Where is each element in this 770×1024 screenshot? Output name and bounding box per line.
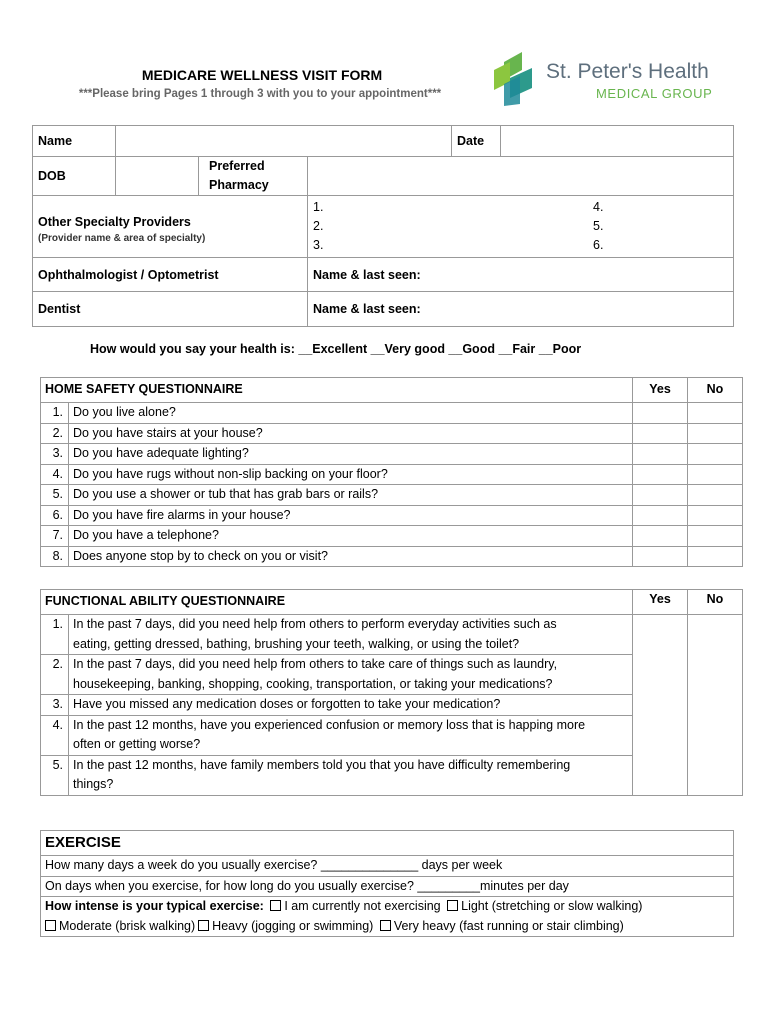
- functional-ability-table: [40, 589, 743, 796]
- table-row: [41, 423, 743, 444]
- no-answer-cell[interactable]: [688, 423, 743, 444]
- specialty-slot: 1.: [313, 200, 324, 214]
- exercise-days-question[interactable]: How many days a week do you usually exercise? ______________ days per week: [41, 855, 733, 876]
- exercise-intensity-row: [41, 896, 733, 936]
- specialty-label-cell: [33, 196, 308, 258]
- question-text: [69, 655, 633, 695]
- specialty-label: Other Specialty Providers: [38, 215, 191, 229]
- date-field[interactable]: [501, 126, 734, 157]
- no-answer-cell[interactable]: [688, 403, 743, 424]
- home-safety-table: [40, 377, 743, 567]
- question-number: 4.: [41, 464, 69, 485]
- table-row: [41, 526, 743, 547]
- option-moderate: Moderate (brisk walking): [59, 918, 196, 933]
- question-text: Do you have adequate lighting?: [69, 444, 633, 465]
- no-answer-cell[interactable]: [688, 444, 743, 465]
- checkbox-very-heavy[interactable]: [380, 920, 391, 931]
- option-none: I am currently not exercising: [284, 899, 441, 913]
- table-row: [41, 546, 743, 567]
- table-row: [41, 485, 743, 506]
- question-line: things?: [73, 777, 114, 791]
- yes-answer-cell[interactable]: [633, 444, 688, 465]
- checkbox-heavy[interactable]: [198, 920, 209, 931]
- no-answer-cell[interactable]: [688, 526, 743, 547]
- table-row: [41, 444, 743, 465]
- question-text: Do you live alone?: [69, 403, 633, 424]
- question-text: Do you use a shower or tub that has grab bars or rails?: [69, 485, 633, 506]
- question-line: Have you missed any medication doses or forgotten to take your medication?: [73, 697, 501, 711]
- specialty-slot: 2.: [313, 219, 324, 233]
- pharmacy-label: [199, 157, 308, 196]
- form-subtitle: ***Please bring Pages 1 through 3 with you to your appointment***: [78, 88, 442, 100]
- question-text: Do you have stairs at your house?: [69, 423, 633, 444]
- question-text: Do you have fire alarms in your house?: [69, 505, 633, 526]
- question-line: In the past 12 months, have you experienced confusion or memory loss that is happing more: [73, 717, 586, 732]
- exercise-title: EXERCISE: [45, 834, 121, 851]
- dentist-label: Dentist: [33, 292, 308, 327]
- logo: [490, 48, 730, 110]
- exercise-duration-question[interactable]: On days when you exercise, for how long do you usually exercise? _________minutes per day: [41, 876, 733, 897]
- logo-group: MEDICAL GROUP: [596, 86, 713, 101]
- question-line: In the past 7 days, did you need help from others to take care of things such as laundry,: [73, 657, 558, 671]
- yes-answer-cell[interactable]: [633, 526, 688, 547]
- yes-answer-cell[interactable]: [633, 403, 688, 424]
- health-rating-question[interactable]: How would you say your health is: __Excellent __Very good __Good __Fair __Poor: [90, 342, 582, 356]
- question-number: 5.: [41, 755, 69, 795]
- specialty-slots-right: [593, 198, 603, 255]
- no-answer-cell[interactable]: [688, 546, 743, 567]
- pharmacy-label-line1: Preferred: [209, 159, 265, 173]
- no-answer-cell[interactable]: [688, 464, 743, 485]
- dob-label: DOB: [33, 157, 116, 196]
- specialty-slot: 4.: [593, 200, 604, 214]
- dentist-field[interactable]: Name & last seen:: [308, 292, 734, 327]
- question-line: In the past 7 days, did you need help from others to perform everyday activities such as: [73, 617, 557, 631]
- option-very-heavy: Very heavy (fast running or stair climbing): [393, 918, 624, 933]
- question-text: Do you have rugs without non-slip backing on your floor?: [69, 464, 633, 485]
- question-text: Do you have a telephone?: [69, 526, 633, 547]
- home-safety-no-header: No: [688, 378, 743, 403]
- yes-answer-cell[interactable]: [633, 505, 688, 526]
- table-row: [41, 464, 743, 485]
- question-number: 6.: [41, 505, 69, 526]
- question-line: often or getting worse?: [73, 737, 201, 751]
- checkbox-none[interactable]: [270, 900, 281, 911]
- yes-answer-cell[interactable]: [633, 423, 688, 444]
- question-number: 4.: [41, 715, 69, 755]
- question-number: 5.: [41, 485, 69, 506]
- question-number: 1.: [41, 615, 69, 655]
- question-number: 3.: [41, 695, 69, 716]
- question-number: 2.: [41, 423, 69, 444]
- question-text: Does anyone stop by to check on you or visit?: [69, 546, 633, 567]
- patient-info-table: [32, 125, 734, 327]
- name-label: Name: [33, 126, 116, 157]
- specialty-slot: 6.: [593, 238, 604, 252]
- question-line: In the past 12 months, have family members told you that you have difficulty remembering: [73, 757, 571, 772]
- checkbox-light[interactable]: [447, 900, 458, 911]
- no-answer-column[interactable]: [688, 615, 743, 796]
- table-row: [41, 615, 743, 655]
- yes-answer-cell[interactable]: [633, 464, 688, 485]
- specialty-note: (Provider name & area of specialty): [38, 233, 206, 244]
- specialty-slot: 3.: [313, 238, 324, 252]
- logo-mark-icon: [490, 48, 540, 108]
- functional-title: FUNCTIONAL ABILITY QUESTIONNAIRE: [41, 590, 633, 615]
- exercise-intensity-label: How intense is your typical exercise:: [45, 899, 264, 913]
- yes-answer-column[interactable]: [633, 615, 688, 796]
- yes-answer-cell[interactable]: [633, 485, 688, 506]
- option-heavy: Heavy (jogging or swimming): [212, 918, 374, 933]
- specialty-field[interactable]: [308, 196, 734, 258]
- table-row: [41, 403, 743, 424]
- functional-no-header: No: [688, 590, 743, 615]
- question-number: 7.: [41, 526, 69, 547]
- home-safety-yes-header: Yes: [633, 378, 688, 403]
- specialty-slot: 5.: [593, 219, 604, 233]
- question-line: eating, getting dressed, bathing, brushing your teeth, walking, or using the toilet?: [73, 636, 520, 651]
- home-safety-title: HOME SAFETY QUESTIONNAIRE: [41, 378, 633, 403]
- pharmacy-field[interactable]: [308, 157, 734, 196]
- checkbox-moderate[interactable]: [45, 920, 56, 931]
- date-label: Date: [452, 126, 501, 157]
- question-number: 8.: [41, 546, 69, 567]
- question-text: [69, 695, 633, 716]
- specialty-slots-left: [313, 198, 593, 255]
- ophthalmologist-label: Ophthalmologist / Optometrist: [33, 258, 308, 292]
- logo-name: St. Peter's Health: [546, 60, 709, 83]
- no-answer-cell[interactable]: [688, 485, 743, 506]
- pharmacy-label-line2: Pharmacy: [209, 178, 269, 192]
- question-number: 3.: [41, 444, 69, 465]
- question-text: [69, 715, 633, 755]
- exercise-section: [40, 830, 734, 937]
- table-row: [41, 505, 743, 526]
- question-text: [69, 615, 633, 655]
- option-light: Light (stretching or slow walking): [461, 899, 643, 913]
- question-number: 1.: [41, 403, 69, 424]
- dob-field[interactable]: [116, 157, 199, 196]
- yes-answer-cell[interactable]: [633, 546, 688, 567]
- question-text: [69, 755, 633, 795]
- ophthalmologist-field[interactable]: Name & last seen:: [308, 258, 734, 292]
- functional-yes-header: Yes: [633, 590, 688, 615]
- no-answer-cell[interactable]: [688, 505, 743, 526]
- question-line: housekeeping, banking, shopping, cooking, transportation, or taking your medications?: [73, 676, 553, 691]
- name-field[interactable]: [116, 126, 452, 157]
- question-number: 2.: [41, 655, 69, 695]
- form-title: MEDICARE WELLNESS VISIT FORM: [141, 67, 383, 83]
